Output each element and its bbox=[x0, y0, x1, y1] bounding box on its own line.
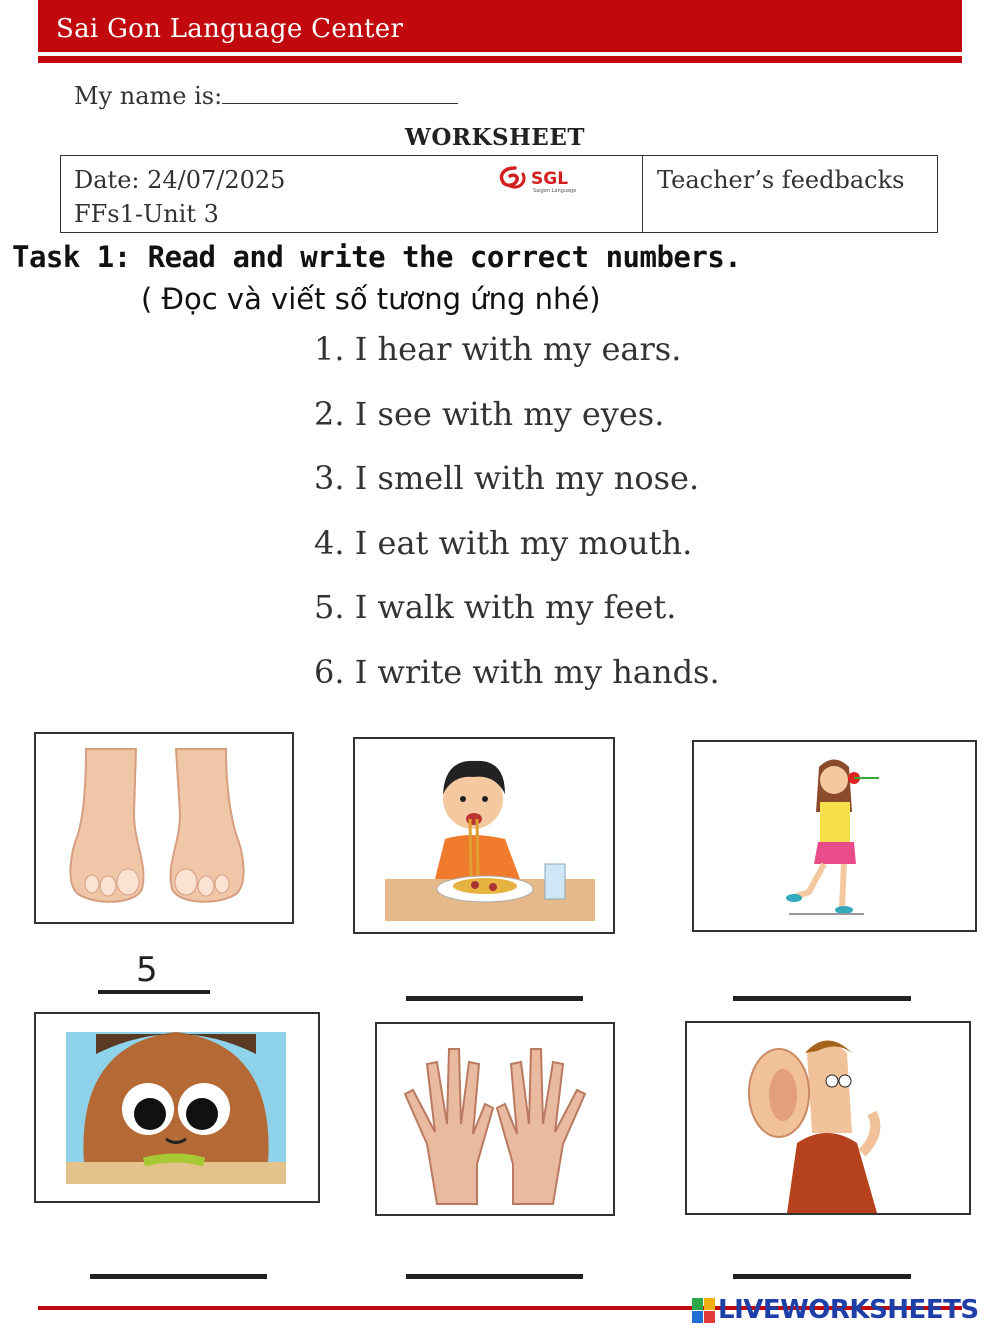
answer-blank-6[interactable] bbox=[733, 1274, 911, 1279]
teacher-feedback-label: Teacher’s feedbacks bbox=[657, 166, 905, 194]
feet-icon bbox=[36, 734, 292, 922]
name-blank-input[interactable] bbox=[222, 83, 458, 104]
answer-blank-5[interactable] bbox=[406, 1274, 583, 1279]
logo-subtext: Saigon Language bbox=[533, 188, 577, 194]
answer-blank-1[interactable] bbox=[98, 990, 210, 994]
picture-feet bbox=[34, 732, 294, 924]
logo-text: SGL bbox=[531, 169, 569, 189]
header-rule bbox=[38, 56, 962, 63]
date-text: Date: 24/07/2025 bbox=[74, 166, 286, 194]
liveworksheets-logo-icon bbox=[692, 1298, 716, 1324]
name-label: My name is: bbox=[74, 82, 223, 110]
sentence-6: 6. I write with my hands. bbox=[314, 652, 720, 691]
liveworksheets-brand: LIVEWORKSHEETS bbox=[718, 1295, 979, 1325]
picture-hands bbox=[375, 1022, 615, 1216]
sentence-5: 5. I walk with my feet. bbox=[314, 588, 677, 626]
answer-blank-3[interactable] bbox=[733, 996, 911, 1001]
sgl-logo-icon bbox=[495, 162, 587, 196]
hands-icon bbox=[377, 1024, 613, 1214]
info-table bbox=[60, 155, 938, 233]
task-subtitle: ( Đọc và viết số tương ứng nhé) bbox=[141, 282, 601, 316]
sentence-1: 1. I hear with my ears. bbox=[314, 330, 682, 368]
sentence-3: 3. I smell with my nose. bbox=[314, 459, 700, 497]
name-field bbox=[74, 82, 458, 110]
picture-girl-smelling bbox=[692, 740, 977, 932]
task-title: Task 1: Read and write the correct numbers. bbox=[12, 240, 742, 274]
man-listening-icon bbox=[687, 1023, 969, 1213]
answer-blank-4[interactable] bbox=[90, 1274, 267, 1279]
sentence-list bbox=[314, 330, 720, 717]
unit-text: FFs1-Unit 3 bbox=[74, 200, 219, 228]
picture-man-listening bbox=[685, 1021, 971, 1215]
picture-boy-eating bbox=[353, 737, 615, 934]
girl-smelling-flower-icon bbox=[694, 742, 975, 930]
info-left-cell bbox=[61, 156, 643, 232]
sentence-2: 2. I see with my eyes. bbox=[314, 394, 665, 433]
center-name: Sai Gon Language Center bbox=[56, 14, 404, 44]
header-bar bbox=[38, 0, 962, 52]
answer-picture-1[interactable]: 5 bbox=[136, 950, 158, 990]
answer-blank-2[interactable] bbox=[406, 996, 583, 1001]
child-eyes-icon bbox=[36, 1014, 318, 1201]
worksheet-title: WORKSHEET bbox=[405, 124, 585, 151]
boy-eating-icon bbox=[355, 739, 613, 932]
picture-child-eyes bbox=[34, 1012, 320, 1203]
sentence-4: 4. I eat with my mouth. bbox=[314, 523, 693, 562]
